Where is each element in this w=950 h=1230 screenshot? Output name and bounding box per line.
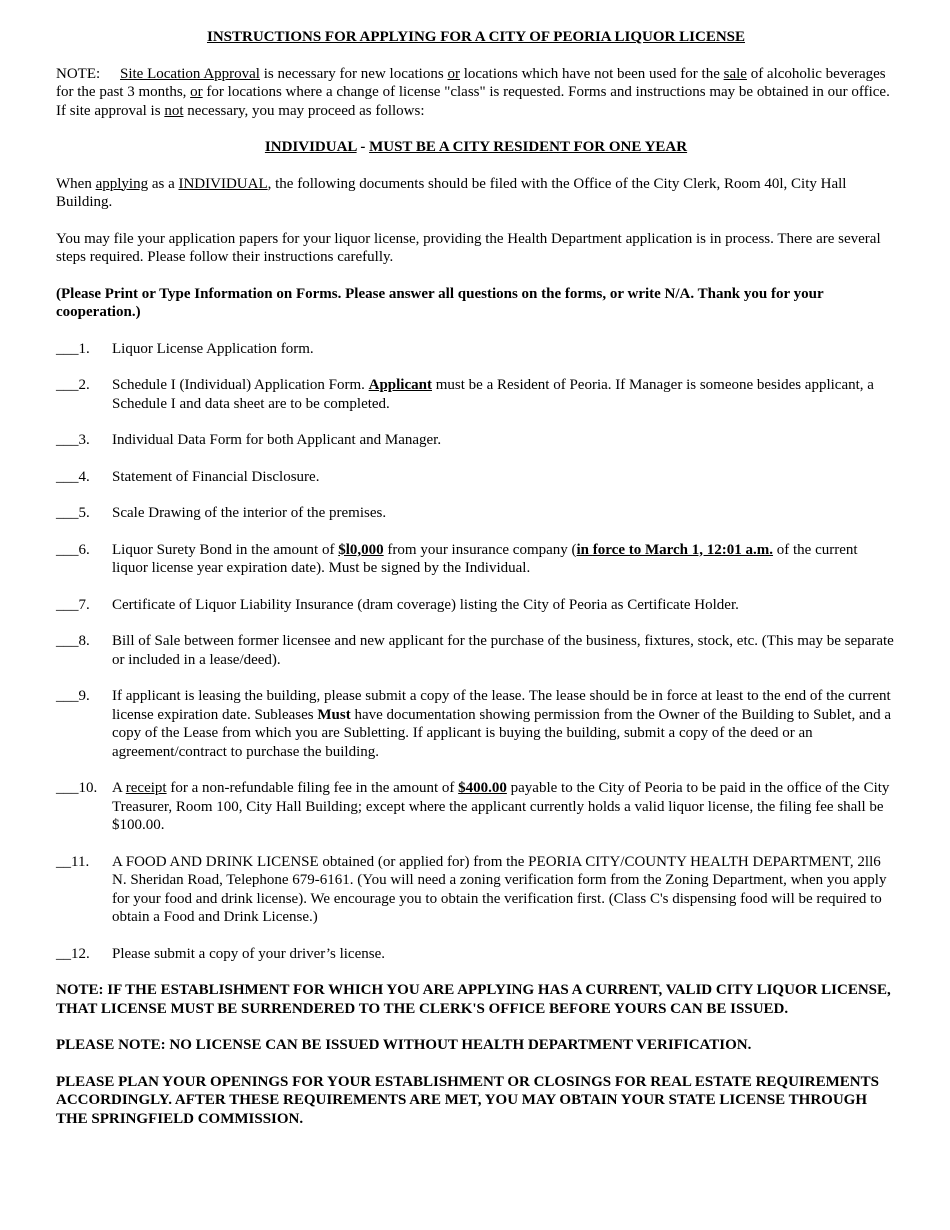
item-text: Scale Drawing of the interior of the premises. bbox=[112, 505, 387, 521]
surrender-license-note: NOTE: IF THE ESTABLISHMENT FOR WHICH YOU ARE APPLYING HAS A CURRENT, VALID CITY LIQUOR LICENSE, THAT LICENSE MUST BE SURRENDERED TO THE CLERK'S OFFICE BEFORE YOURS CAN BE ISSUED. bbox=[56, 982, 891, 1017]
item-number: ___4. bbox=[56, 468, 90, 485]
checklist-item-5 bbox=[56, 504, 896, 523]
note-label: NOTE: bbox=[56, 65, 101, 82]
checklist-item-8 bbox=[56, 632, 896, 669]
item-number: ___1. bbox=[56, 340, 90, 357]
item-text: A FOOD AND DRINK LICENSE obtained (or applied for) from the PEORIA CITY/COUNTY HEALTH DEPARTMENT, 2ll6 N. Sheridan Road, Telephone 679-6161. (You will need a zoning verification form from the Zoning Department, when you apply for your food and drink license). We encourage you to obtain the verification first. (Class C's dispensing food will be required to obtain a Food and Drink License.) bbox=[112, 853, 887, 925]
checklist-item-3 bbox=[56, 431, 896, 450]
item-text: Liquor Surety Bond in the amount of $l0,000 from your insurance company (in force to March 1, 12:01 a.m. of the current liquor license year expiration date). Must be signed by the Individual. bbox=[112, 541, 858, 576]
application-papers-note: You may file your application papers for your liquor license, providing the Health Department application is in process. There are several steps required. Please follow their instructions carefully. bbox=[56, 230, 881, 265]
item-number: ___6. bbox=[56, 541, 90, 558]
item-number: __12. bbox=[56, 945, 90, 962]
document-page bbox=[56, 28, 896, 1146]
item-text: Liquor License Application form. bbox=[112, 340, 314, 357]
checklist-item-10 bbox=[56, 779, 896, 835]
item-number: ___2. bbox=[56, 377, 90, 393]
item-number: __11. bbox=[56, 853, 90, 870]
item-text: Statement of Financial Disclosure. bbox=[112, 468, 320, 485]
checklist-item-6 bbox=[56, 541, 896, 578]
health-dept-note: PLEASE NOTE: NO LICENSE CAN BE ISSUED WITHOUT HEALTH DEPARTMENT VERIFICATION. bbox=[56, 1037, 752, 1053]
item-number: ___10. bbox=[56, 780, 98, 796]
checklist-item-9 bbox=[56, 687, 896, 761]
item-number: ___3. bbox=[56, 432, 90, 448]
planning-note: PLEASE PLAN YOUR OPENINGS FOR YOUR ESTABLISHMENT OR CLOSINGS FOR REAL ESTATE REQUIREMENTS ACCORDINGLY. AFTER THESE REQUIREMENTS ARE MET, YOU MAY OBTAIN YOUR STATE LICENSE THROUGH THE SPRINGFIELD COMMISSION. bbox=[56, 1073, 879, 1127]
checklist-item-4 bbox=[56, 468, 896, 487]
checklist-item-12 bbox=[56, 945, 896, 964]
checklist-item-11 bbox=[56, 853, 896, 927]
page-title: INSTRUCTIONS FOR APPLYING FOR A CITY OF PEORIA LIQUOR LICENSE bbox=[206, 29, 745, 45]
item-text: Schedule I (Individual) Application Form. Applicant must be a Resident of Peoria. If Manager is someone besides applicant, a Schedule I and data sheet are to be completed. bbox=[112, 377, 874, 412]
checklist-item-2 bbox=[56, 376, 896, 413]
filing-instructions: When applying as a INDIVIDUAL, the following documents should be filed with the Office of the City Clerk, Room 40l, City Hall Building. bbox=[56, 175, 847, 210]
item-text: A receipt for a non-refundable filing fee in the amount of $400.00 payable to the City of Peoria to be paid in the office of the City Treasurer, Room 100, City Hall Building; except where the applicant currently holds a valid liquor license, the filing fee shall be $100.00. bbox=[112, 780, 890, 833]
checklist-item-1 bbox=[56, 340, 896, 359]
item-text: Please submit a copy of your driver’s license. bbox=[112, 945, 385, 962]
site-approval-note: NOTE: Site Location Approval is necessary for new locations or locations which have not been used for the sale of alcoholic beverages for the past 3 months, or for locations where a change of license "class" is requested. Forms and instructions may be obtained in our office. If site approval is not necessary, you may proceed as follows: bbox=[56, 65, 890, 119]
item-number: ___5. bbox=[56, 505, 90, 521]
item-number: ___8. bbox=[56, 633, 90, 649]
item-number: ___9. bbox=[56, 688, 90, 704]
item-number: ___7. bbox=[56, 596, 90, 613]
print-type-notice: (Please Print or Type Information on Forms. Please answer all questions on the forms, or write N/A. Thank you for your cooperation.) bbox=[56, 285, 824, 320]
item-text: Individual Data Form for both Applicant and Manager. bbox=[112, 432, 442, 448]
item-text: Certificate of Liquor Liability Insurance (dram coverage) listing the City of Peoria as Certificate Holder. bbox=[112, 596, 739, 613]
item-text: Bill of Sale between former licensee and new applicant for the purchase of the business, fixtures, stock, etc. (This may be separate or included in a lease/deed). bbox=[112, 633, 894, 668]
item-text: If applicant is leasing the building, please submit a copy of the lease. The lease should be in force at least to the end of the current license expiration date. Subleases Must have documentation showing permission from the Owner of the Building to Sublet, and a copy of the Lease from which you are Subletting. If applicant is buying the building, submit a copy of the deed or an agreement/contract to purchase the building. bbox=[112, 688, 892, 760]
checklist-item-7 bbox=[56, 596, 896, 615]
section-heading: INDIVIDUAL - MUST BE A CITY RESIDENT FOR ONE YEAR bbox=[264, 139, 688, 155]
